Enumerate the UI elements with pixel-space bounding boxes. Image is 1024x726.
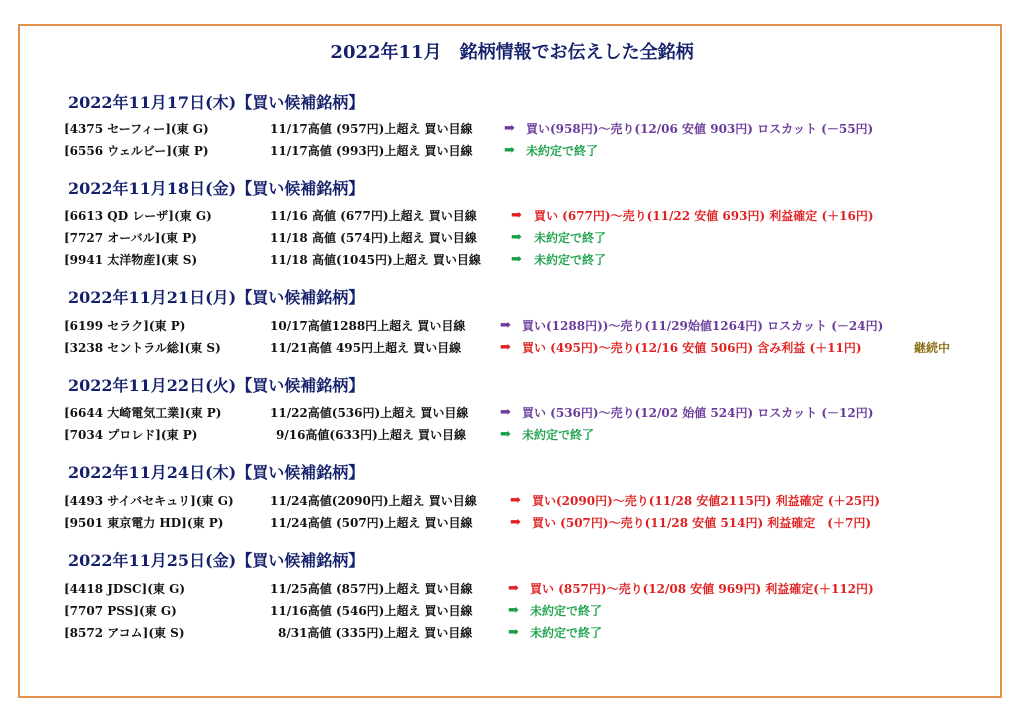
trade-result: 未約定で終了 [522, 428, 595, 442]
entry-condition: 11/22高値(536円)上超え 買い目線 [270, 406, 469, 420]
entry-condition: 11/24高値 (507円)上超え 買い目線 [270, 516, 473, 530]
trade-result: 未約定で終了 [534, 231, 607, 245]
arrow-icon: ➡ [504, 121, 515, 136]
trade-result: 買い(958円)～売り(12/06 安値 903円) ロスカット (－55円) [526, 122, 874, 136]
arrow-icon: ➡ [510, 493, 521, 508]
section-heading: 2022年11月17日(木)【買い候補銘柄】 [68, 93, 365, 112]
arrow-icon: ➡ [511, 252, 522, 267]
entry-condition: 11/16高値 (546円)上超え 買い目線 [270, 604, 473, 618]
trade-result: 買い(1288円))～売り(11/29始値1264円) ロスカット (－24円) [522, 319, 884, 333]
trade-result: 買い (507円)～売り(11/28 安値 514円) 利益確定 (＋7円) [532, 516, 872, 530]
status-badge: 継続中 [914, 341, 951, 355]
stock-code: [6199 セラク](東 P) [64, 319, 186, 333]
stock-code: [4493 サイバセキュリ](東 G) [64, 494, 234, 508]
stock-code: [6613 QD レーザ](東 G) [64, 209, 212, 223]
entry-condition: 11/21高値 495円上超え 買い目線 [270, 341, 462, 355]
stock-code: [7727 オーバル](東 P) [64, 231, 197, 245]
trade-result: 未約定で終了 [530, 626, 603, 640]
arrow-icon: ➡ [500, 318, 511, 333]
trade-result: 買い (857円)～売り(12/08 安値 969円) 利益確定(＋112円) [530, 582, 874, 596]
entry-condition: 11/18 高値 (574円)上超え 買い目線 [270, 231, 477, 245]
arrow-icon: ➡ [508, 603, 519, 618]
entry-condition: 11/17高値 (993円)上超え 買い目線 [270, 144, 473, 158]
arrow-icon: ➡ [510, 515, 521, 530]
stock-code: [7034 プロレド](東 P) [64, 428, 198, 442]
trade-result: 買い (495円)～売り(12/16 安値 506円) 含み利益 (＋11円) [522, 341, 862, 355]
entry-condition: 9/16高値(633円)上超え 買い目線 [276, 428, 467, 442]
entry-condition: 11/24高値(2090円)上超え 買い目線 [270, 494, 477, 508]
stock-code: [3238 セントラル総](東 S) [64, 341, 221, 355]
arrow-icon: ➡ [500, 405, 511, 420]
page-title: 2022年11月 銘柄情報でお伝えした全銘柄 [330, 42, 694, 63]
arrow-icon: ➡ [500, 340, 511, 355]
entry-condition: 11/16 高値 (677円)上超え 買い目線 [270, 209, 477, 223]
stock-code: [4418 JDSC](東 G) [64, 582, 186, 596]
section-heading: 2022年11月22日(火)【買い候補銘柄】 [68, 376, 365, 395]
arrow-icon: ➡ [508, 581, 519, 596]
entry-condition: 11/18 高値(1045円)上超え 買い目線 [270, 253, 481, 267]
stock-code: [6644 大崎電気工業](東 P) [64, 406, 222, 420]
stock-code: [8572 アコム](東 S) [64, 626, 185, 640]
entry-condition: 11/17高値 (957円)上超え 買い目線 [270, 122, 473, 136]
entry-condition: 11/25高値 (857円)上超え 買い目線 [270, 582, 473, 596]
section-heading: 2022年11月24日(木)【買い候補銘柄】 [68, 463, 365, 482]
arrow-icon: ➡ [508, 625, 519, 640]
entry-condition: 10/17高値1288円上超え 買い目線 [270, 319, 466, 333]
stock-code: [9501 東京電力 HD](東 P) [64, 516, 224, 530]
stock-code: [6556 ウェルビー](東 P) [64, 144, 209, 158]
arrow-icon: ➡ [504, 143, 515, 158]
arrow-icon: ➡ [500, 427, 511, 442]
section-heading: 2022年11月25日(金)【買い候補銘柄】 [68, 551, 365, 570]
stock-code: [4375 セーフィー](東 G) [64, 122, 209, 136]
stock-code: [7707 PSS](東 G) [64, 604, 177, 618]
entry-condition: 8/31高値 (335円)上超え 買い目線 [278, 626, 473, 640]
trade-result: 未約定で終了 [534, 253, 607, 267]
trade-result: 未約定で終了 [530, 604, 603, 618]
arrow-icon: ➡ [511, 230, 522, 245]
trade-result: 買い (677円)～売り(11/22 安値 693円) 利益確定 (＋16円) [534, 209, 874, 223]
trade-result: 買い (536円)～売り(12/02 始値 524円) ロスカット (－12円) [522, 406, 874, 420]
arrow-icon: ➡ [511, 208, 522, 223]
section-heading: 2022年11月18日(金)【買い候補銘柄】 [68, 179, 365, 198]
trade-result: 買い(2090円)～売り(11/28 安値2115円) 利益確定 (＋25円) [532, 494, 880, 508]
section-heading: 2022年11月21日(月)【買い候補銘柄】 [68, 288, 365, 307]
stock-code: [9941 太洋物産](東 S) [64, 253, 198, 267]
trade-result: 未約定で終了 [526, 144, 599, 158]
